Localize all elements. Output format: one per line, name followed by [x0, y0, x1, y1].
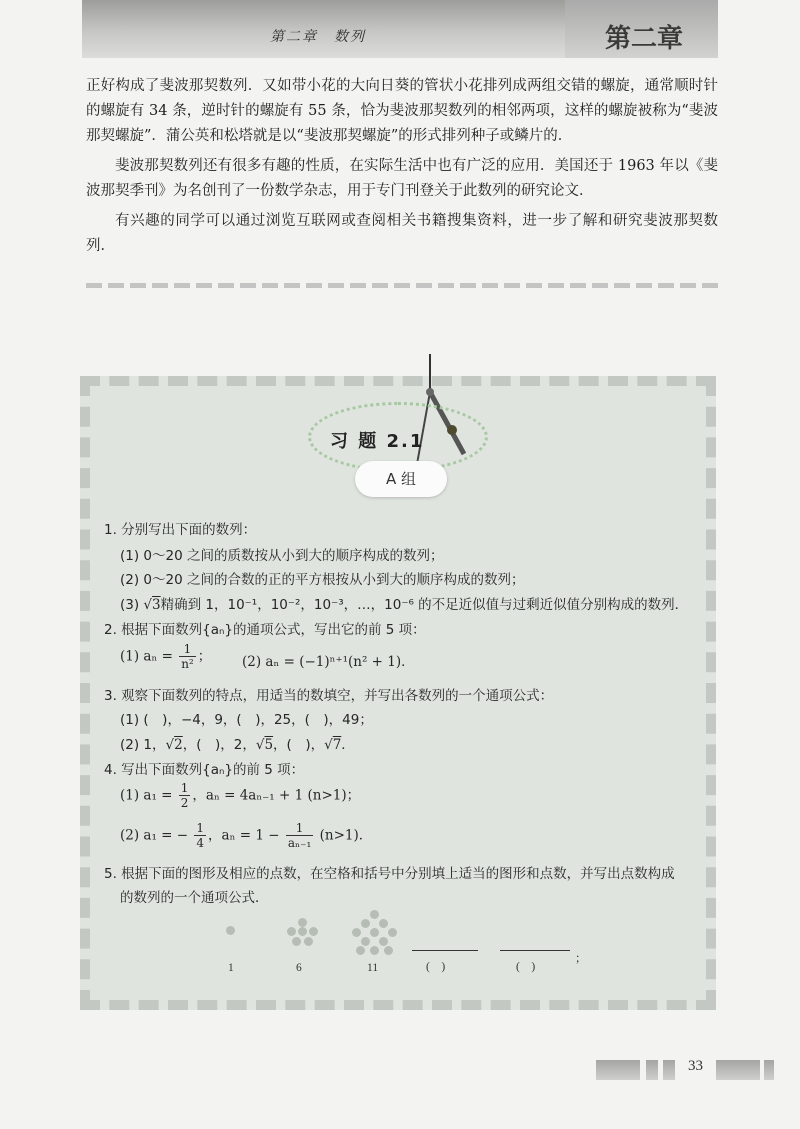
figure-label-2: 6 [296, 962, 302, 974]
question-5-line-2: 的数列的一个通项公式． [120, 890, 269, 906]
fraction-numerator: 1 [180, 781, 189, 795]
fraction [286, 821, 314, 850]
exercise-title: 习 题 2.1 [330, 431, 425, 452]
dot [309, 927, 318, 936]
sqrt-icon: √ [324, 737, 333, 753]
figure-label-3: 11 [367, 962, 379, 974]
figure-label-6: ； [575, 953, 587, 965]
footer-bar [646, 1060, 658, 1080]
fraction-numerator: 1 [179, 642, 196, 657]
question-3-part-2 [120, 733, 355, 753]
dot [388, 928, 397, 937]
radicand: 2 [174, 737, 183, 753]
dot [356, 946, 365, 955]
footer-bar [716, 1060, 760, 1080]
question-3-part-2-a: (2) 1， [120, 737, 166, 753]
question-4-part-1-suffix: ，aₙ = 4aₙ₋₁ + 1 (n>1)； [192, 787, 361, 804]
question-4-part-2-suffix: (n>1)． [319, 827, 373, 844]
sqrt-icon: √ [165, 737, 175, 753]
fraction [179, 642, 196, 671]
fraction-numerator: 1 [286, 821, 314, 836]
question-2-part-2: (2) aₙ = (−1)ⁿ⁺¹(n² + 1)． [242, 654, 415, 670]
question-5-line-1: 5. 根据下面的图形及相应的点数，在空格和括号中分别填上适当的图形和点数，并写出点数构成 [104, 866, 675, 882]
question-4-part-1 [120, 781, 360, 810]
question-4-part-2-prefix: (2) a₁ = − [120, 827, 189, 844]
figure-label-1: 1 [228, 962, 234, 974]
question-2-part-1-prefix: (1) aₙ = [120, 648, 173, 665]
question-1-part-3-prefix: (3) [120, 597, 144, 613]
prose-paragraph-1: 正好构成了斐波那契数列．又如带小花的大向日葵的管状小花排列成两组交错的螺旋，通常顺时针的螺旋有 34 条，逆时针的螺旋有 55 条，恰为斐波那契数列的相邻两项，这样的螺旋被称为“斐波那契螺旋”．蒲公英和松塔就是以“斐波那契螺旋”的形式排列种子或鳞片的． [86, 78, 718, 144]
question-4-part-2-mid: ，aₙ = 1 − [208, 827, 280, 844]
question-4-part-1-prefix: (1) a₁ = [120, 787, 173, 804]
dot [361, 919, 370, 928]
footer-bar [764, 1060, 774, 1080]
header-section-title: 第二章 数列 [270, 29, 366, 45]
fraction-denominator: 2 [180, 796, 189, 810]
question-2-part-1-suffix: ； [197, 648, 212, 665]
radicand: 3 [152, 597, 161, 613]
question-1-part-2: (2) 0～20 之间的合数的正的平方根按从小到大的顺序构成的数列； [120, 572, 525, 588]
fraction [194, 821, 206, 850]
fraction [179, 781, 191, 810]
dot [361, 937, 370, 946]
sqrt-icon: √ [143, 597, 153, 613]
fraction-denominator: aₙ₋₁ [287, 836, 312, 850]
dot [379, 937, 388, 946]
figure-label-4: ( ) [426, 961, 446, 973]
dot [298, 918, 307, 927]
header-chapter-label: 第二章 [605, 24, 684, 54]
question-3-part-2-d: ． [341, 737, 355, 753]
sqrt-icon: √ [255, 737, 265, 753]
footer-bar [596, 1060, 640, 1080]
question-1-part-1: (1) 0～20 之间的质数按从小到大的顺序构成的数列； [120, 548, 444, 564]
question-2-part-1 [120, 642, 211, 671]
dot [292, 937, 301, 946]
dot [370, 910, 379, 919]
fraction-denominator: 4 [196, 836, 205, 850]
question-3-part-2-b: ，( )，2， [182, 737, 256, 753]
dot [287, 927, 296, 936]
section-divider [86, 283, 718, 288]
dot [379, 919, 388, 928]
question-4-part-2 [120, 821, 372, 850]
question-3-part-2-c: ，( )， [273, 737, 325, 753]
dot [226, 926, 235, 935]
question-1-part-3-text: 精确到 1，10⁻¹，10⁻²，10⁻³，…，10⁻⁶ 的不足近似值与过剩近似值分别构成的数列． [160, 597, 689, 613]
dot [352, 928, 361, 937]
radicand: 5 [264, 737, 274, 753]
fraction-denominator: n² [181, 657, 194, 671]
answer-blank-2[interactable] [500, 950, 570, 951]
dot [370, 946, 379, 955]
footer-bar [663, 1060, 675, 1080]
page-number: 33 [688, 1058, 703, 1074]
question-1-stem: 1. 分别写出下面的数列： [104, 522, 257, 538]
dot [370, 928, 379, 937]
question-3-part-1: (1) ( )，−4，9，( )，25，( )，49； [120, 712, 373, 728]
prose-block [86, 74, 718, 259]
group-badge: A 组 [355, 461, 447, 497]
dot [304, 937, 313, 946]
answer-blank-1[interactable] [412, 950, 478, 951]
question-2-stem: 2. 根据下面数列{aₙ}的通项公式，写出它的前 5 项： [104, 622, 426, 638]
figure-label-5: ( ) [516, 961, 536, 973]
dot [384, 946, 393, 955]
dot [298, 927, 307, 936]
question-4-stem: 4. 写出下面数列{aₙ}的前 5 项： [104, 762, 305, 778]
radicand: 7 [332, 737, 342, 753]
prose-paragraph-3: 有兴趣的同学可以通过浏览互联网或查阅相关书籍搜集资料，进一步了解和研究斐波那契数列． [86, 213, 718, 254]
question-3-stem: 3. 观察下面数列的特点，用适当的数填空，并写出各数列的一个通项公式： [104, 688, 554, 704]
prose-paragraph-2: 斐波那契数列还有很多有趣的性质，在实际生活中也有广泛的应用．美国还于 1963 年以《斐波那契季刊》为名创刊了一份数学杂志，用于专门刊登关于此数列的研究论文． [86, 158, 718, 199]
question-1-part-3 [120, 593, 688, 613]
fraction-numerator: 1 [196, 821, 205, 835]
